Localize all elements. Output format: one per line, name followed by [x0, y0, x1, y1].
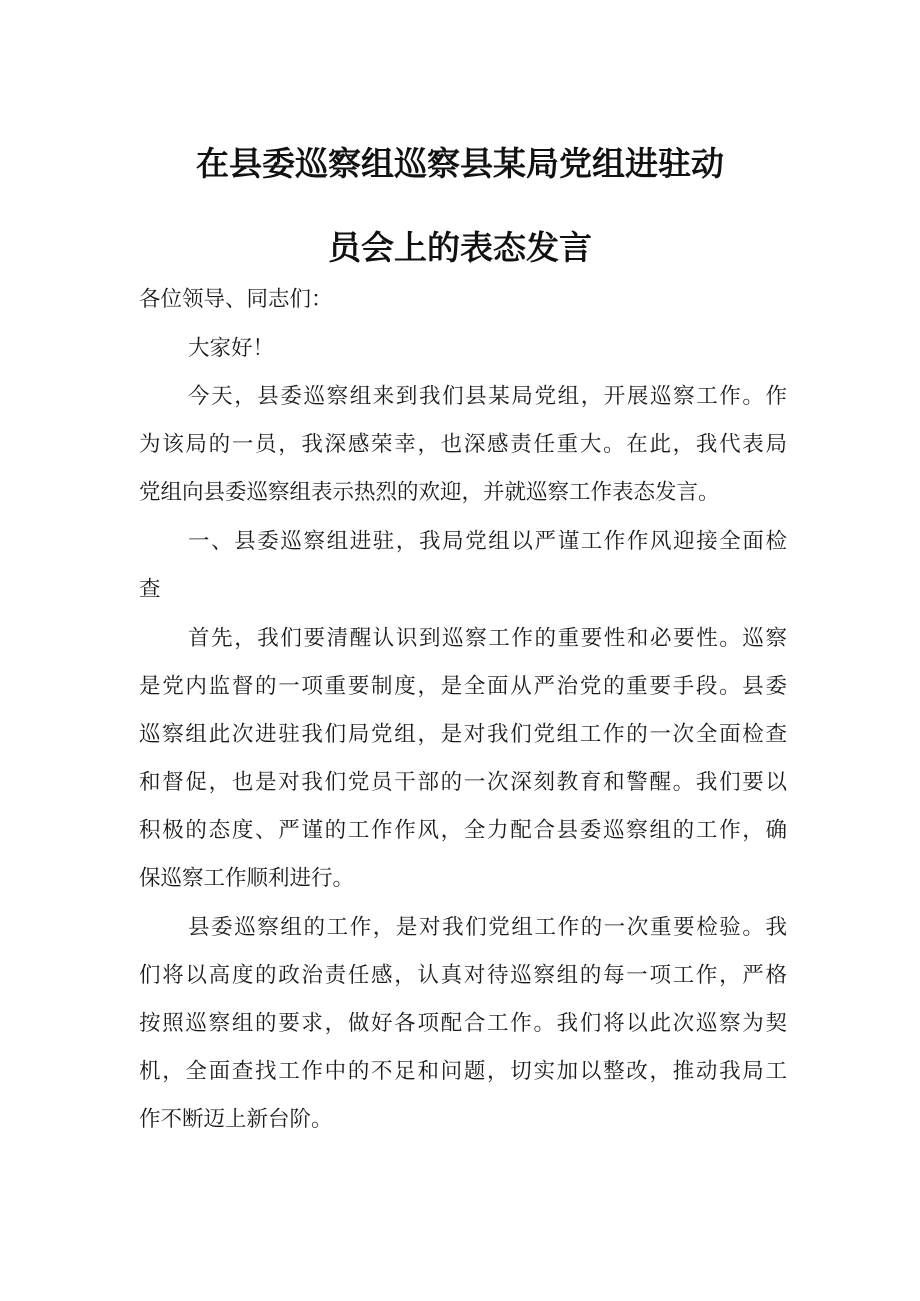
- paragraph-3-line-1: 县委巡察组的工作，是对我们党组工作的一次重要检验。我: [188, 915, 787, 940]
- document-title-line-2: 员会上的表态发言: [328, 228, 592, 267]
- paragraph-3-line-5: 作不断迈上新台阶。: [139, 1107, 333, 1132]
- paragraph-2-line-2: 是党内监督的一项重要制度，是全面从严治党的重要手段。县委: [139, 674, 787, 699]
- section-heading-1-line-2: 查: [139, 577, 161, 602]
- paragraph-3-line-4: 机，全面查找工作中的不足和问题，切实加以整改，推动我局工: [139, 1059, 787, 1084]
- paragraph-2-line-4: 和督促，也是对我们党员干部的一次深刻教育和警醒。我们要以: [139, 770, 787, 795]
- paragraph-1-line-2: 为该局的一员，我深感荣幸，也深感责任重大。在此，我代表局: [139, 432, 787, 457]
- paragraph-2-line-1: 首先，我们要清醒认识到巡察工作的重要性和必要性。巡察: [188, 626, 787, 651]
- paragraph-3-line-2: 们将以高度的政治责任感，认真对待巡察组的每一项工作，严格: [139, 963, 787, 988]
- greeting: 大家好！: [188, 336, 275, 361]
- paragraph-2-line-3: 巡察组此次进驻我们局党组，是对我们党组工作的一次全面检查: [139, 722, 787, 747]
- paragraph-1-line-1: 今天，县委巡察组来到我们县某局党组，开展巡察工作。作: [188, 384, 787, 409]
- section-heading-1-line-1: 一、县委巡察组进驻，我局党组以严谨工作作风迎接全面检: [188, 529, 787, 554]
- document-title-line-1: 在县委巡察组巡察县某局党组进驻动: [196, 144, 724, 183]
- paragraph-3-line-3: 按照巡察组的要求，做好各项配合工作。我们将以此次巡察为契: [139, 1011, 787, 1036]
- paragraph-2-line-5: 积极的态度、严谨的工作作风，全力配合县委巡察组的工作，确: [139, 818, 787, 843]
- salutation: 各位领导、同志们：: [139, 287, 333, 312]
- paragraph-1-line-3: 党组向县委巡察组表示热烈的欢迎，并就巡察工作表态发言。: [139, 480, 720, 505]
- paragraph-2-line-6: 保巡察工作顺利进行。: [139, 866, 355, 891]
